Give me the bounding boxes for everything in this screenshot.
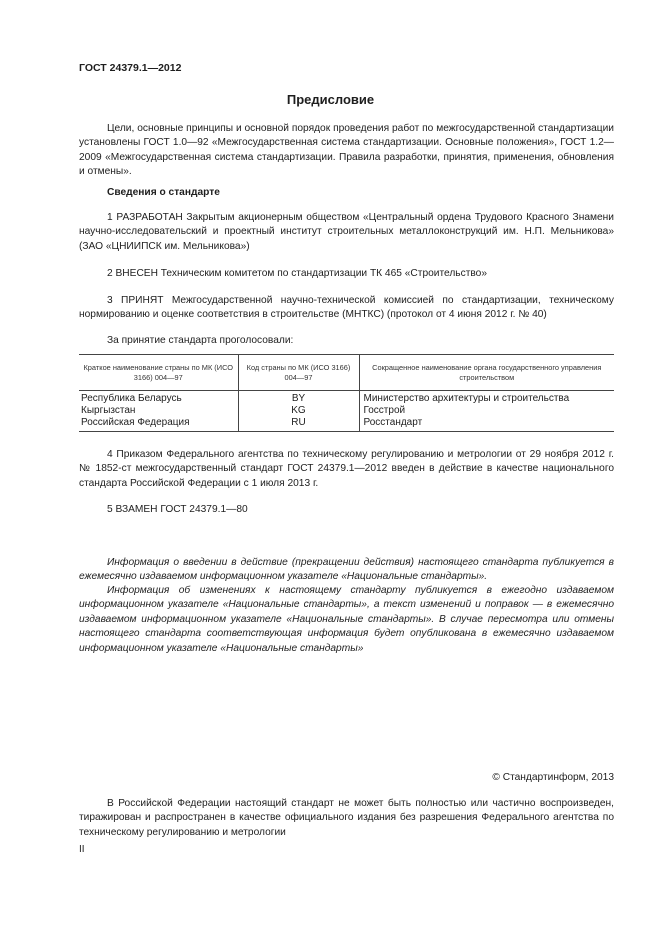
country-name: Республика Беларусь <box>81 393 182 404</box>
page-title: Предисловие <box>286 92 375 107</box>
header-country-code: Код страны по МК (ИСО 3166) 004—97 <box>238 355 359 391</box>
info-paragraph-publication: Информация о введении в действие (прекращении действия) настоящего стандарта публикуется в ежемесячно издаваемом информационном указателе «Национальные стандарты». <box>79 557 614 583</box>
authority-name: Госстрой <box>363 405 406 416</box>
table-header-row <box>79 355 614 391</box>
item-developed: 1 РАЗРАБОТАН Закрытым акционерным обществом «Центральный ордена Трудового Красного Знамени научно-исследовательский и проектный институт строительных металлоконструкций им. Н.П. Мельникова» (ЗАО «ЦНИИПСК им. Мельникова») <box>79 212 614 252</box>
reproduction-notice: В Российской Федерации настоящий стандарт не может быть полностью или частично воспроизведен, тиражирован и распространен в качестве официального издания без разрешения Федерального агентства по техническому регулированию и метрологии <box>79 798 614 838</box>
country-name: Российская Федерация <box>81 417 190 428</box>
table-row <box>79 391 614 432</box>
country-names-cell <box>79 391 238 432</box>
authority-name: Росстандарт <box>363 417 423 428</box>
item-introduced: 2 ВНЕСЕН Техническим комитетом по стандартизации ТК 465 «Строительство» <box>107 268 487 279</box>
item-adopted: 3 ПРИНЯТ Межгосударственной научно-технической комиссией по стандартизации, техническому нормированию и оценке соответствия в строительстве (МНТКС) (протокол от 4 июня 2012 г. № 40) <box>79 295 614 321</box>
country-code: BY <box>291 393 306 404</box>
authorities-cell <box>359 391 614 432</box>
section-heading: Сведения о стандарте <box>107 187 220 198</box>
header-country-name: Краткое наименование страны по МК (ИСО 3166) 004—97 <box>79 355 238 391</box>
item-order: 4 Приказом Федерального агентства по техническому регулированию и метрологии от 29 ноября 2012 г. № 1852-ст межгосударственный стандарт ГОСТ 24379.1—2012 введен в действие в качестве национального стандарта Российской Федерации с 1 июля 2013 г. <box>79 449 614 489</box>
country-code: RU <box>291 417 306 428</box>
header-authority: Сокращенное наименование органа государственного управления строительством <box>359 355 614 391</box>
copyright-notice: © Стандартинформ, 2013 <box>492 772 614 783</box>
authority-name: Министерство архитектуры и строительства <box>363 393 570 404</box>
voted-intro: За принятие стандарта проголосовали: <box>107 335 294 346</box>
country-name: Кыргызстан <box>81 405 136 416</box>
page-number: II <box>79 844 85 855</box>
document-header: ГОСТ 24379.1—2012 <box>79 62 182 74</box>
country-codes-cell <box>238 391 359 432</box>
item-replaces: 5 ВЗАМЕН ГОСТ 24379.1—80 <box>107 504 248 515</box>
country-code: KG <box>291 405 306 416</box>
intro-paragraph: Цели, основные принципы и основной порядок проведения работ по межгосударственной стандартизации установлены ГОСТ 1.0—92 «Межгосударственная система стандартизации. Основные положения», ГОСТ 1.2—2009 «Межгосударственная система стандартизации. Правила разработки, принятия, применения, обновления и отмены». <box>79 123 614 178</box>
voting-table <box>79 354 614 432</box>
info-paragraph-changes: Информация об изменениях к настоящему стандарту публикуется в ежегодно издаваемом информационном указателе «Национальные стандарты», а текст изменений и поправок — в ежемесячно издаваемом информационном указателе «Национальные стандарты». В случае пересмотра или отмены настоящего стандарта соответствующая информация будет опубликована в ежемесячно издаваемом информационном указателе «Национальные стандарты» <box>79 585 614 654</box>
